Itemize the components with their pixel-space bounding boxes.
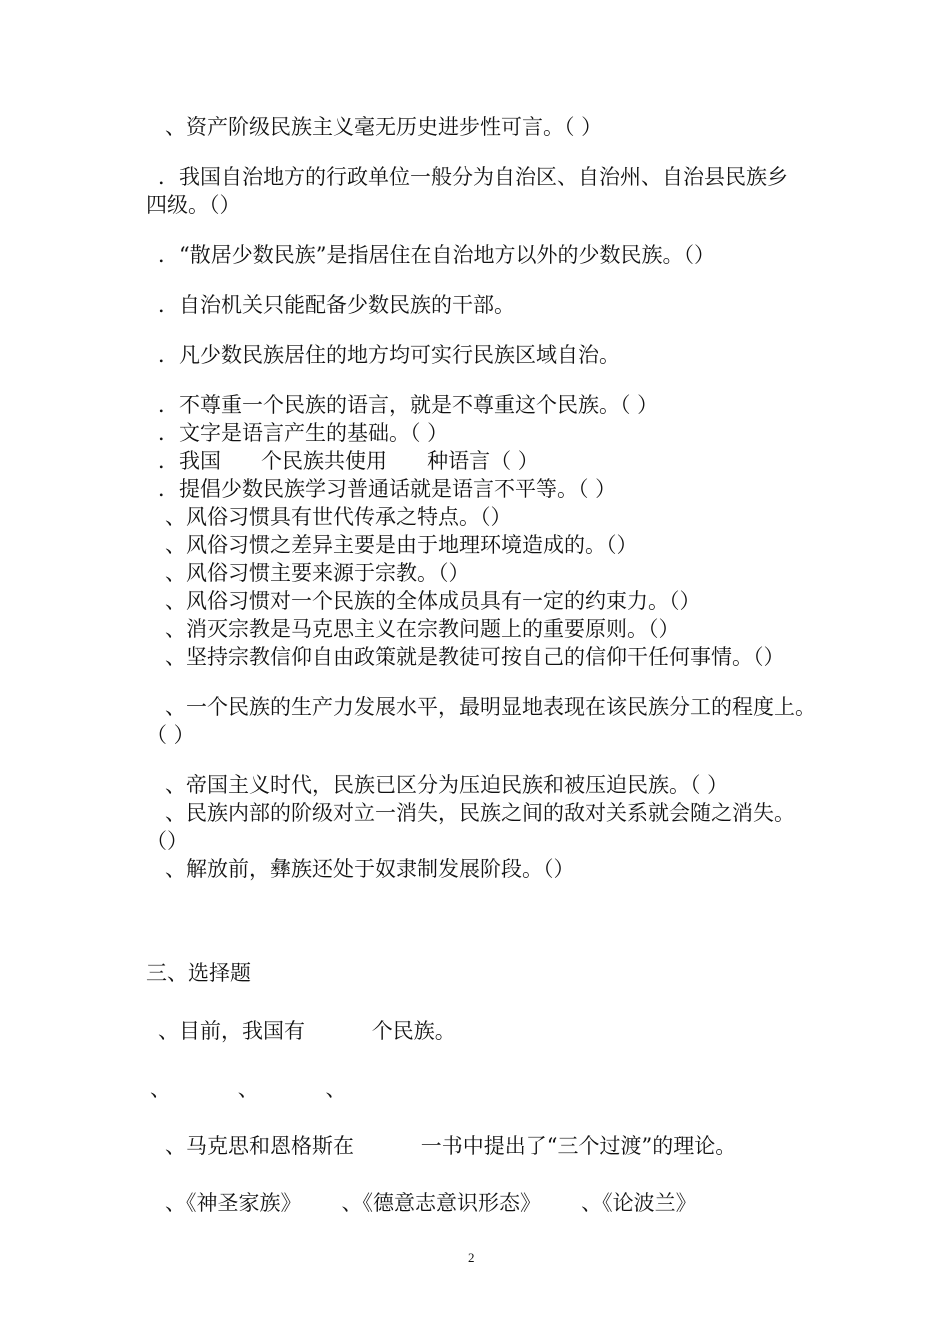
- tf-item: ．我国自治地方的行政单位一般分为自治区、自治州、自治县民族乡: [158, 165, 788, 189]
- question: 、目前，我国有 个民族。: [158, 1019, 456, 1043]
- tf-item: 、民族内部的阶级对立一消失，民族之间的敌对关系就会随之消失。: [165, 801, 795, 825]
- tf-item: 、解放前，彝族还处于奴隶制发展阶段。（）: [165, 857, 575, 881]
- tf-item: 、风俗习惯之差异主要是由于地理环境造成的。（）: [165, 533, 638, 557]
- tf-item: 、风俗习惯具有世代传承之特点。（）: [165, 505, 512, 529]
- tf-item: 、风俗习惯对一个民族的全体成员具有一定的约束力。（）: [165, 589, 701, 613]
- section-heading: 三、选择题: [146, 961, 251, 985]
- tf-item-continuation: 四级。（）: [146, 193, 241, 217]
- tf-item-continuation: （）: [146, 829, 188, 853]
- tf-item: ．提倡少数民族学习普通话就是语言不平等。（ ）: [158, 477, 617, 501]
- tf-item: ．凡少数民族居住的地方均可实行民族区域自治。: [158, 343, 620, 367]
- tf-item: ．自治机关只能配备少数民族的干部。: [158, 293, 515, 317]
- tf-item: 、风俗习惯主要来源于宗教。（）: [165, 561, 470, 585]
- tf-item: 、坚持宗教信仰自由政策就是教徒可按自己的信仰干任何事情。（）: [165, 645, 785, 669]
- question-options: 、《神圣家族》 、《德意志意识形态》 、《论波兰》: [165, 1191, 697, 1215]
- tf-item-continuation: （ ）: [146, 723, 195, 747]
- tf-item: 、帝国主义时代，民族已区分为压迫民族和被压迫民族。（ ）: [165, 773, 729, 797]
- tf-item: ．我国 个民族共使用 种语言（ ）: [158, 449, 539, 473]
- tf-item: 、消灭宗教是马克思主义在宗教问题上的重要原则。（）: [165, 617, 680, 641]
- tf-item: ．文字是语言产生的基础。（ ）: [158, 421, 449, 445]
- question-options: 、 、 、: [150, 1077, 347, 1101]
- tf-item: ．不尊重一个民族的语言，就是不尊重这个民族。（ ）: [158, 393, 659, 417]
- tf-item: ．“散居少数民族”是指居住在自治地方以外的少数民族。（）: [158, 243, 715, 267]
- tf-item: 、资产阶级民族主义毫无历史进步性可言。（ ）: [165, 115, 603, 139]
- page-number: 2: [468, 1250, 475, 1265]
- tf-item: 、一个民族的生产力发展水平，最明显地表现在该民族分工的程度上。: [165, 695, 816, 719]
- question: 、马克思和恩格斯在 一书中提出了“三个过渡”的理论。: [165, 1134, 737, 1158]
